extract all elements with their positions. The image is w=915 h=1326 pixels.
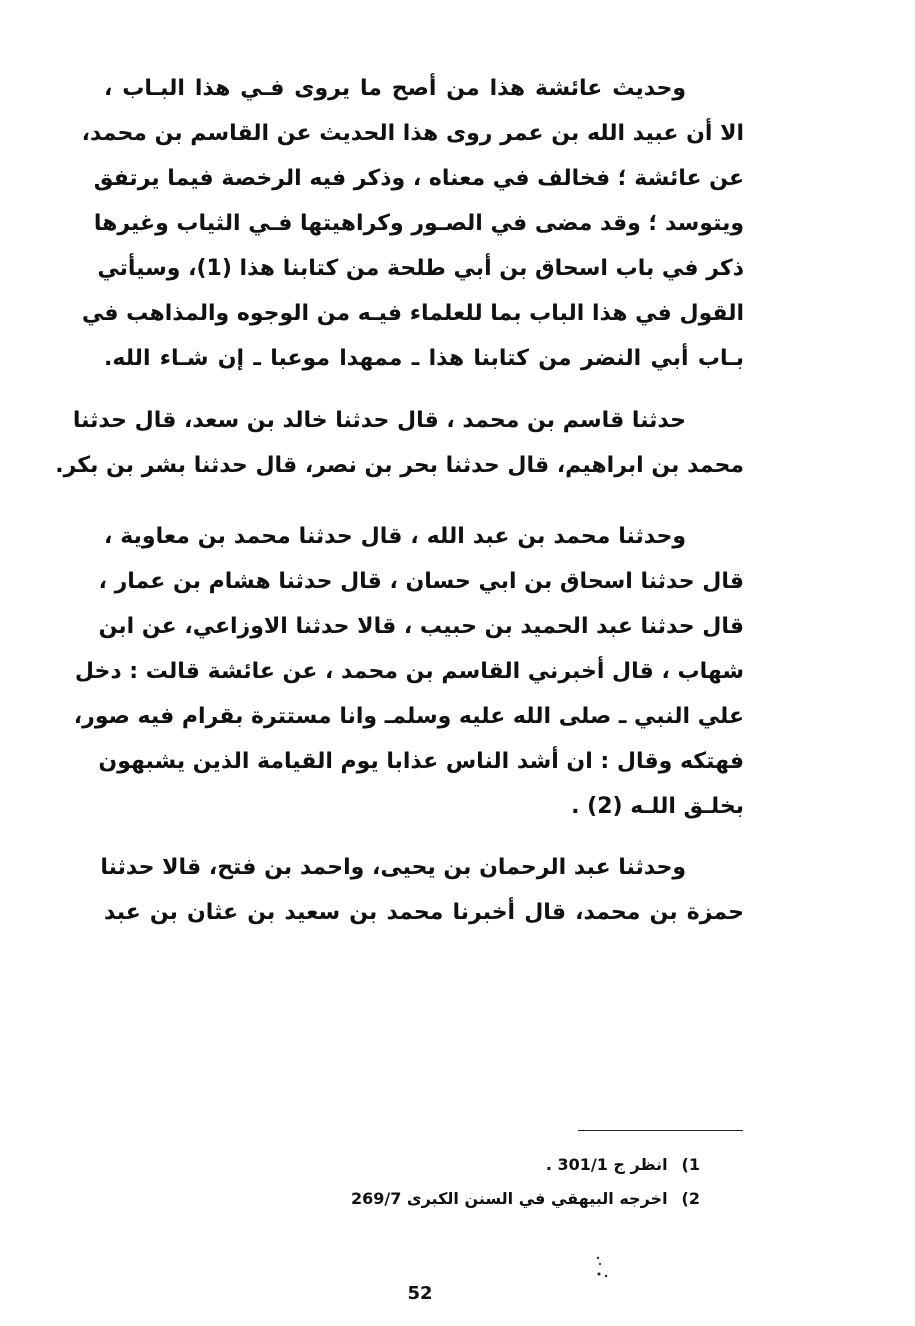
footnote-divider	[578, 1130, 743, 1131]
text-line: وحديث عائشة هذا من أصح ما يروى فـي هذا البـاب ،	[104, 76, 686, 101]
text-line: شهاب ، قال أخبرني القاسم بن محمد ، عن عائشة قالت : دخل	[74, 659, 744, 684]
text-line: عن عائشة ؛ فخالف في معناه ، وذكر فيه الرخصة فيما يرتفق	[93, 166, 744, 191]
paragraph-2	[55, 398, 744, 488]
text-line: الا أن عبيد الله بن عمر روى هذا الحديث عن القاسم بن محمد،	[81, 121, 744, 146]
text-line: بخلـق اللـه (2) .	[571, 794, 744, 819]
paragraph-4	[100, 845, 744, 935]
text-line: بـاب أبي النضر من كتابنا هذا ـ ممهدا موعبا ـ إن شـاء الله.	[104, 346, 744, 371]
text-line: فهتكه وقال : ان أشد الناس عذابا يوم القيامة الذين يشبهون	[98, 749, 744, 774]
footnote-item	[300, 1182, 700, 1216]
footnotes	[300, 1148, 700, 1216]
text-line: علي النبي ـ صلى الله عليه وسلمـ وانا مستترة بقرام فيه صور،	[73, 704, 744, 729]
footnote-number: 2)	[681, 1189, 700, 1208]
text-line: حدثنا قاسم بن محمد ، قال حدثنا خالد بن سعد، قال حدثنا	[72, 408, 686, 433]
paragraph-3	[73, 514, 744, 829]
footnote-text: اخرجه البيهقي في السنن الكبرى 269/7	[350, 1189, 668, 1208]
text-line: وحدثنا محمد بن عبد الله ، قال حدثنا محمد بن معاوية ،	[104, 524, 686, 549]
text-line: ويتوسد ؛ وقد مضى في الصـور وكراهيتها فـي الثياب وغيرها	[93, 211, 744, 236]
text-line: وحدثنا عبد الرحمان بن يحيى، واحمد بن فتح، قالا حدثنا	[100, 855, 686, 880]
text-line: القول في هذا الباب بما للعلماء فيـه من الوجوه والمذاهب في	[81, 301, 744, 326]
page-number: 52	[407, 1283, 433, 1304]
text-line: ذكر في باب اسحاق بن أبي طلحة من كتابنا هذا (1)، وسيأتي	[97, 256, 744, 281]
text-line: قال حدثنا اسحاق بن ابي حسان ، قال حدثنا هشام بن عمار ،	[98, 569, 744, 594]
footnote-item	[300, 1148, 700, 1182]
paragraph-1	[81, 66, 744, 381]
ink-specks	[590, 1252, 620, 1282]
footnote-text: انظر ج 301/1 .	[545, 1155, 668, 1174]
footnote-number: 1)	[681, 1155, 700, 1174]
text-line: محمد بن ابراهيم، قال حدثنا بحر بن نصر، قال حدثنا بشر بن بكر.	[55, 453, 744, 478]
text-line: حمزة بن محمد، قال أخبرنا محمد بن سعيد بن عثان بن عبد	[104, 900, 744, 925]
text-line: قال حدثنا عبد الحميد بن حبيب ، قالا حدثنا الاوزاعي، عن ابن	[98, 614, 744, 639]
